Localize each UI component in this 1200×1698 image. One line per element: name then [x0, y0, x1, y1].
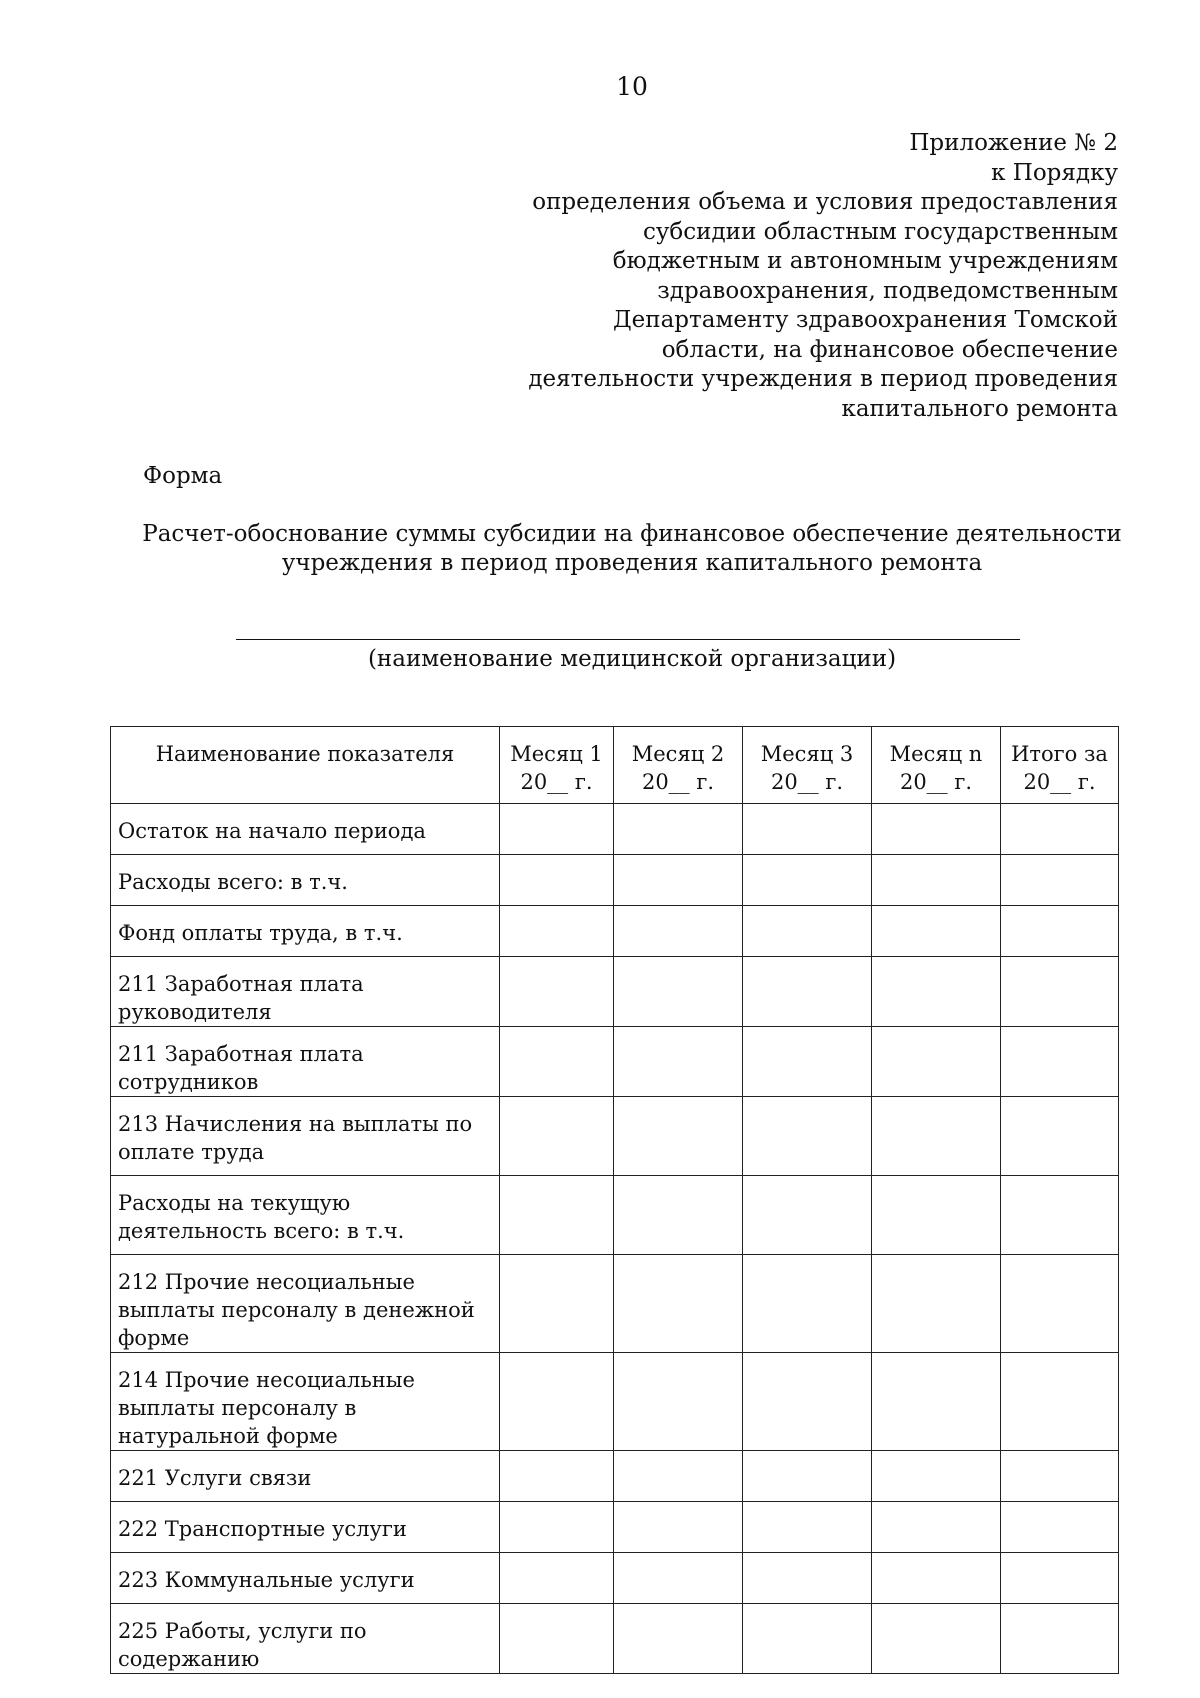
value-cell[interactable]: [1001, 906, 1119, 957]
value-cell[interactable]: [614, 906, 743, 957]
value-cell[interactable]: [614, 1176, 743, 1255]
value-cell[interactable]: [1001, 1451, 1119, 1502]
value-cell[interactable]: [872, 804, 1001, 855]
value-cell[interactable]: [500, 906, 614, 957]
header-month-1: Месяц 1 20__ г.: [500, 727, 614, 804]
value-cell[interactable]: [872, 906, 1001, 957]
value-cell[interactable]: [872, 1097, 1001, 1176]
value-cell[interactable]: [614, 957, 743, 1027]
appendix-line: бюджетным и автономным учреждениям: [612, 248, 1118, 274]
value-cell[interactable]: [1001, 855, 1119, 906]
appendix-line: к Порядку: [991, 159, 1118, 186]
value-cell[interactable]: [1001, 1255, 1119, 1353]
row-label: Расходы всего: в т.ч.: [111, 855, 500, 906]
value-cell[interactable]: [1001, 1097, 1119, 1176]
value-cell[interactable]: [1001, 1353, 1119, 1451]
organization-name-field[interactable]: [236, 639, 1020, 640]
value-cell[interactable]: [614, 1255, 743, 1353]
header-indicator-name: Наименование показателя: [111, 727, 500, 804]
value-cell[interactable]: [743, 1353, 872, 1451]
header-total: Итого за 20__ г.: [1001, 727, 1119, 804]
value-cell[interactable]: [500, 1097, 614, 1176]
value-cell[interactable]: [872, 855, 1001, 906]
value-cell[interactable]: [743, 1502, 872, 1553]
document-title: [100, 520, 1164, 578]
row-label: 213 Начисления на выплаты по оплате труда: [111, 1097, 500, 1176]
row-label: Фонд оплаты труда, в т.ч.: [111, 906, 500, 957]
value-cell[interactable]: [500, 1176, 614, 1255]
value-cell[interactable]: [1001, 1027, 1119, 1097]
appendix-line: области, на финансовое обеспечение: [661, 336, 1118, 363]
table-row: [111, 1027, 1119, 1097]
value-cell[interactable]: [614, 1553, 743, 1604]
value-cell[interactable]: [872, 1604, 1001, 1674]
table-header-row: [111, 727, 1119, 804]
value-cell[interactable]: [743, 1097, 872, 1176]
value-cell[interactable]: [614, 1502, 743, 1553]
table-row: [111, 804, 1119, 855]
value-cell[interactable]: [872, 957, 1001, 1027]
value-cell[interactable]: [872, 1255, 1001, 1353]
value-cell[interactable]: [500, 1451, 614, 1502]
value-cell[interactable]: [743, 855, 872, 906]
value-cell[interactable]: [614, 1451, 743, 1502]
value-cell[interactable]: [1001, 1553, 1119, 1604]
value-cell[interactable]: [872, 1553, 1001, 1604]
value-cell[interactable]: [614, 1353, 743, 1451]
row-label: Остаток на начало периода: [111, 804, 500, 855]
row-label: 225 Работы, услуги по содержанию: [111, 1604, 500, 1674]
row-label: 212 Прочие несоциальные выплаты персоналу в денежной форме: [111, 1255, 500, 1353]
value-cell[interactable]: [500, 1255, 614, 1353]
value-cell[interactable]: [500, 1553, 614, 1604]
appendix-heading: [498, 129, 1118, 424]
page-number: 10: [616, 72, 648, 101]
value-cell[interactable]: [1001, 957, 1119, 1027]
appendix-line: капитального ремонта: [841, 395, 1118, 422]
table-row: [111, 1097, 1119, 1176]
value-cell[interactable]: [614, 855, 743, 906]
value-cell[interactable]: [872, 1027, 1001, 1097]
value-cell[interactable]: [743, 1027, 872, 1097]
table-row: [111, 1255, 1119, 1353]
table-row: [111, 906, 1119, 957]
value-cell[interactable]: [500, 1027, 614, 1097]
value-cell[interactable]: [500, 804, 614, 855]
appendix-line: деятельности учреждения в период проведения: [528, 366, 1118, 392]
table-row: [111, 1502, 1119, 1553]
row-label: 223 Коммунальные услуги: [111, 1553, 500, 1604]
header-month-3: Месяц 3 20__ г.: [743, 727, 872, 804]
value-cell[interactable]: [872, 1451, 1001, 1502]
value-cell[interactable]: [614, 1027, 743, 1097]
value-cell[interactable]: [743, 906, 872, 957]
value-cell[interactable]: [743, 804, 872, 855]
value-cell[interactable]: [614, 1097, 743, 1176]
value-cell[interactable]: [743, 1255, 872, 1353]
value-cell[interactable]: [743, 1604, 872, 1674]
value-cell[interactable]: [872, 1176, 1001, 1255]
value-cell[interactable]: [1001, 804, 1119, 855]
organization-caption: (наименование медицинской организации): [367, 646, 897, 672]
value-cell[interactable]: [1001, 1176, 1119, 1255]
table-row: [111, 1451, 1119, 1502]
value-cell[interactable]: [872, 1502, 1001, 1553]
appendix-line: определения объема и условия предоставления: [532, 189, 1118, 215]
row-label: 214 Прочие несоциальные выплаты персоналу в натуральной форме: [111, 1353, 500, 1451]
appendix-line: здравоохранения, подведомственным: [657, 277, 1118, 304]
header-month-n: Месяц n 20__ г.: [872, 727, 1001, 804]
row-label: 222 Транспортные услуги: [111, 1502, 500, 1553]
table-row: [111, 1604, 1119, 1674]
appendix-line: субсидии областным государственным: [643, 218, 1118, 245]
value-cell[interactable]: [614, 1604, 743, 1674]
calculation-table: [110, 726, 1119, 1674]
table-row: [111, 1353, 1119, 1451]
value-cell[interactable]: [614, 804, 743, 855]
value-cell[interactable]: [500, 855, 614, 906]
form-label: Форма: [143, 463, 223, 489]
table-row: [111, 855, 1119, 906]
value-cell[interactable]: [500, 1502, 614, 1553]
value-cell[interactable]: [500, 1604, 614, 1674]
value-cell[interactable]: [1001, 1502, 1119, 1553]
row-label: Расходы на текущую деятельность всего: в т.ч.: [111, 1176, 500, 1255]
value-cell[interactable]: [743, 1553, 872, 1604]
value-cell[interactable]: [1001, 1604, 1119, 1674]
table-row: [111, 1553, 1119, 1604]
appendix-line: Департаменту здравоохранения Томской: [612, 307, 1118, 333]
value-cell[interactable]: [743, 1176, 872, 1255]
table-row: [111, 1176, 1119, 1255]
header-month-2: Месяц 2 20__ г.: [614, 727, 743, 804]
table-row: [111, 957, 1119, 1027]
row-label: 211 Заработная плата сотрудников: [111, 1027, 500, 1097]
row-label: 221 Услуги связи: [111, 1451, 500, 1502]
title-line-1: Расчет-обоснование суммы субсидии на финансовое обеспечение деятельности: [142, 521, 1122, 547]
row-label: 211 Заработная плата руководителя: [111, 957, 500, 1027]
value-cell[interactable]: [743, 1451, 872, 1502]
value-cell[interactable]: [872, 1353, 1001, 1451]
value-cell[interactable]: [500, 1353, 614, 1451]
appendix-line: Приложение № 2: [909, 130, 1118, 156]
value-cell[interactable]: [500, 957, 614, 1027]
value-cell[interactable]: [743, 957, 872, 1027]
title-line-2: учреждения в период проведения капитального ремонта: [281, 550, 983, 576]
